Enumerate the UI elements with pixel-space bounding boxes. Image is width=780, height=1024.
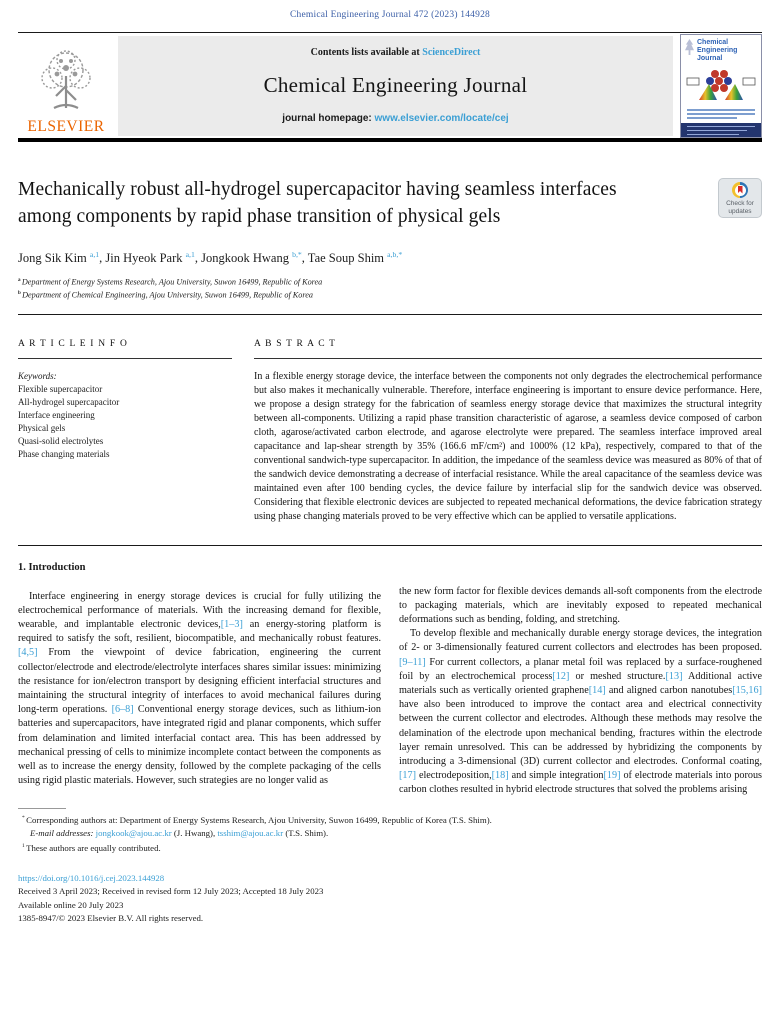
text-segment: These authors are equally contributed. [26, 842, 161, 853]
introduction-heading: 1. Introduction [18, 561, 86, 573]
top-rule [18, 32, 762, 33]
masthead-center [118, 36, 673, 136]
text-segment: b,* [292, 250, 302, 259]
citation-ref[interactable]: [17] [399, 770, 416, 782]
article-title: Mechanically robust all-hydrogel supercapacitor having seamless interfaces among components by rapid phase transition of physical gels [18, 179, 617, 227]
abstract-heading: A B S T R A C T [254, 338, 337, 349]
article-info-underline [18, 358, 232, 359]
intro-paragraph-2 [399, 627, 762, 797]
citation-ref[interactable]: [14] [588, 685, 606, 697]
introduction-columns [18, 562, 762, 798]
cover-artwork [685, 66, 757, 104]
equal-contribution-note [22, 840, 762, 855]
check-updates-wrap [718, 176, 762, 230]
article-footer [18, 872, 762, 926]
text-segment: , Tae Soup Shim [301, 251, 388, 266]
keyword-item: Phase changing materials [18, 448, 110, 459]
text-segment: Conventional energy storage devices, such as lithium-ion batteries and supercapacitors, have integrated rigid and planar components, which suffer from delamination and limited interfacial contact area. This has been addressed by mechanical pressing of cells to minimize incomplete contact between the components as well as to increase the energy density, followed by the complete packaging of the cells using rigid plastic materials. However, such strategies are no longer valid as [18, 704, 381, 787]
masthead [18, 34, 762, 138]
check-updates-line1: Check for [726, 200, 754, 207]
keyword-item: Quasi-solid electrolytes [18, 435, 104, 446]
affiliations [18, 275, 762, 300]
homepage-line [126, 113, 665, 124]
crossmark-icon [732, 182, 748, 198]
abstract-underline [254, 358, 762, 359]
text-segment: and simple integration [508, 770, 604, 782]
doi-link[interactable]: https://doi.org/10.1016/j.cej.2023.144928 [18, 872, 165, 883]
info-abstract-section [18, 339, 762, 524]
text-segment: For current collectors, a planar metal foil was replaced by a surface-roughened foil by an electrochemical process [399, 656, 762, 682]
homepage-prefix: journal homepage: [282, 113, 375, 124]
text-segment: a,1 [89, 250, 100, 259]
citation-ref[interactable]: [4,5] [18, 647, 38, 659]
text-segment: (T.S. Shim). [283, 827, 329, 838]
text-segment: Corresponding authors at: Department of Energy Systems Research, Ajou University, Suwon 16499, Republic of Korea (T.S. Shim). [26, 814, 492, 825]
text-segment: have also been introduced to improve the contact area and electrical connectivity between the current collector and electrodes. Although these methods may resolve the delamination of the electrode upon mechanical bending, fractures within the electrode layer remain unresolved. This can be addressed by hybridizing the components by introducing a 3-dimensional (3D) current collector and electrodes. Conformal coating, [399, 699, 762, 768]
text-segment: * [22, 814, 27, 821]
citation-ref[interactable]: [19] [603, 770, 621, 782]
contents-prefix: Contents lists available at [310, 47, 423, 58]
text-segment: an energy-storing platform is required to satisfy the soft, resilient, biocompatible, and mechanically robust features. [18, 619, 381, 645]
citation-ref[interactable]: [15,16] [732, 685, 762, 697]
text-segment: or meshed structure. [569, 670, 666, 682]
link[interactable]: tsshim@ajou.ac.kr [217, 827, 284, 838]
citation-ref[interactable]: [9–11] [399, 656, 426, 668]
check-updates-label [726, 200, 754, 215]
keyword-item: Flexible supercapacitor [18, 383, 103, 394]
keywords-list [18, 383, 232, 461]
text-segment: Department of Energy Systems Research, Ajou University, Suwon 16499, Republic of Korea [21, 277, 323, 287]
text-segment: E-mail addresses: [30, 827, 96, 838]
citation-ref[interactable]: [13] [665, 670, 683, 682]
elsevier-tree-icon [30, 46, 102, 120]
homepage-link[interactable]: www.elsevier.com/locate/cej [374, 113, 509, 124]
author-list [18, 250, 762, 266]
text-segment: b [18, 289, 23, 296]
text-segment: a,1 [185, 250, 195, 259]
issn-copyright: 1385-8947/© 2023 Elsevier B.V. All rights reserved. [18, 913, 204, 924]
article-info-heading: A R T I C L E I N F O [18, 338, 129, 349]
cover-title-line: Journal [697, 55, 723, 62]
right-column [399, 562, 762, 798]
keyword-item: Physical gels [18, 422, 66, 433]
check-updates-line2: updates [728, 207, 752, 215]
intro-paragraph-continued [399, 585, 762, 628]
citation-ref[interactable]: [1–3] [220, 619, 243, 631]
masthead-bottom-rule [18, 138, 762, 142]
running-head-citation: Chemical Engineering Journal 472 (2023) 144928 [290, 10, 490, 20]
text-segment: , Jin Hyeok Park [99, 251, 186, 266]
corresponding-author-note [22, 812, 762, 827]
abstract-column [254, 339, 762, 524]
text-segment: From the viewpoint of device fabrication, engineering the current collector/electrode and electrode/electrolyte interfaces shares similar issues: minimizing the resistance for ion/electron transport by designing efficient interfacial structures and maintaining the structural integrity of interfaces to avoid mechanical failures during long-term operations. [18, 647, 381, 716]
text-segment: a [18, 277, 22, 284]
text-segment: Department of Chemical Engineering, Ajou University, Suwon 16499, Republic of Korea [22, 290, 313, 300]
text-segment: the new form factor for flexible devices demands all-soft components from the electrode to packaging materials, which are inevitably exposed to repeated mechanical deformations such as bending, folding, and stretching. [399, 585, 762, 626]
title-row [18, 176, 762, 230]
cover-header [685, 39, 757, 63]
citation-ref[interactable]: [12] [552, 670, 570, 682]
text-segment: of electrode materials into porous carbon clothes resulted in hybrid electrode structures that solved the problems arising [399, 770, 762, 796]
received-dates: Received 3 April 2023; Received in revised form 12 July 2023; Accepted 18 July 2023 [18, 886, 324, 897]
text-segment: 1 [22, 842, 27, 849]
elsevier-wordmark: ELSEVIER [27, 118, 105, 135]
text-segment: (J. Hwang), [171, 827, 218, 838]
cover-title-line: Engineering [697, 47, 738, 54]
text-segment: a,b,* [387, 250, 403, 259]
body-divider [18, 545, 762, 546]
left-column [18, 562, 381, 798]
footnote-rule [18, 808, 66, 809]
cover-title [697, 39, 737, 63]
cover-title-line: Chemical [697, 39, 729, 46]
intro-paragraph-left [18, 590, 381, 789]
masthead-journal-title: Chemical Engineering Journal [263, 73, 528, 97]
contents-line [126, 47, 665, 58]
cover-text-placeholder [685, 107, 757, 121]
text-segment: Jong Sik Kim [18, 251, 90, 266]
journal-cover-thumbnail [680, 34, 762, 138]
citation-ref[interactable]: [18] [491, 770, 509, 782]
email-addresses-note [30, 827, 762, 840]
sciencedirect-link[interactable]: ScienceDirect [422, 47, 481, 58]
keyword-item: All-hydrogel supercapacitor [18, 396, 120, 407]
text-segment: Interface engineering in energy storage devices is crucial for fully utilizing the electrochemical performance of materials. With the increasing demand for flexible, wearable, and implantable electronic devices, [18, 590, 381, 631]
footnotes [18, 808, 762, 855]
text-segment: To develop flexible and mechanically durable energy storage devices, the integration of 2- or 3-dimensionally featured current collectors and electrodes has been proposed. [399, 628, 762, 654]
available-online-date: Available online 20 July 2023 [18, 899, 124, 910]
check-for-updates-badge[interactable] [718, 178, 762, 218]
link[interactable]: jongkook@ajou.ac.kr [95, 827, 172, 838]
elsevier-logo [18, 34, 114, 138]
text-segment: , Jongkook Hwang [194, 251, 293, 266]
article-info-column [18, 339, 232, 524]
keyword-item: Interface engineering [18, 409, 95, 420]
cover-bottom-band [681, 123, 761, 137]
affiliation-a [18, 275, 762, 288]
abstract-text: In a flexible energy storage device, the interface between the components not only degrades the electrochemical performance but also makes it mechanically vulnerable. Therefore, interface engineering is important to ensure device performance. Here, we propose a design strategy for the fabrication of seamless energy storage device that maximizes the structural integrity between all-components. Utilizing a rapid phase transition characteristic of agarose, a seamless device composed of carbon cloth, agarose/activated carbon electrode, and agarose electrolyte were prepared. The seamless interface improved areal capacitance and lap-shear strength by 35% (166.6 mF/cm²) and 1000% (12 kPa), respectively, compared to that of the conventional sandwich-type supercapacitor. In addition, the impedance of the seamless device was measured as 80% of that of the sandwich device demonstrating a decrease of interfacial resistance. While the areal capacitance of the seamless device was maintained even after 100 bending cycles, the device failure by interfacial slip for the sandwich device was observed. Considering that flexible electronic devices are subjected to repeated mechanical deformations, the device fabrication strategy using phase changing materials proved to be very effective which can be applied to versatile applications. [254, 370, 762, 522]
bookmark-icon [738, 186, 743, 194]
keywords-label: Keywords: [18, 370, 57, 381]
header-divider [18, 314, 762, 315]
text-segment: and aligned carbon nanotubes [605, 685, 733, 697]
text-segment: electrodeposition, [415, 770, 492, 782]
cover-tree-icon [685, 39, 694, 55]
text-segment: Additional active materials such as vertically oriented graphene [399, 670, 763, 697]
citation-ref[interactable]: [6–8] [111, 704, 134, 716]
affiliation-b [18, 288, 762, 301]
